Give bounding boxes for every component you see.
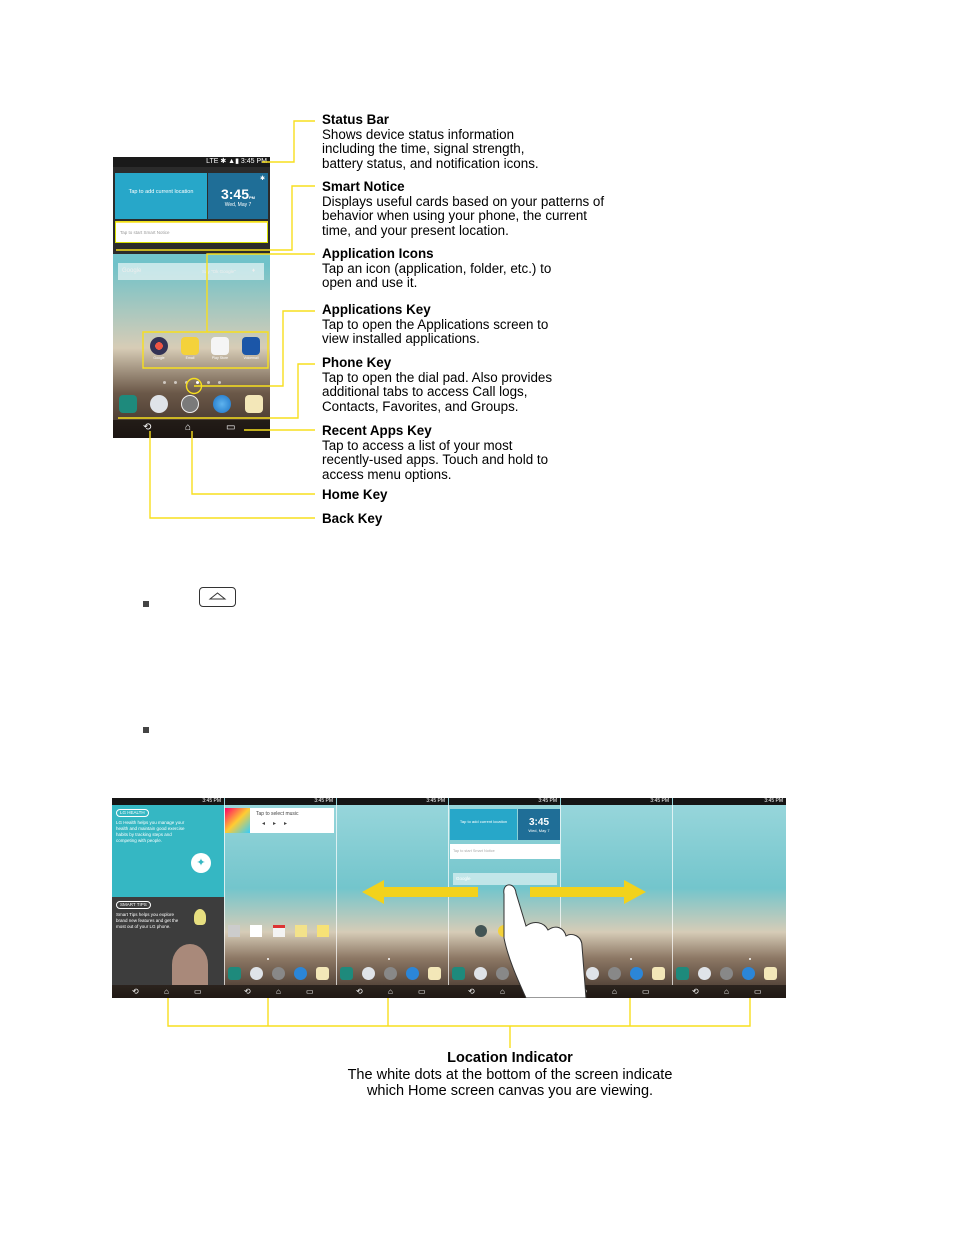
callout-phone-key bbox=[322, 356, 622, 414]
callout-application-icons bbox=[322, 247, 622, 291]
status-bar: 3:45 PM bbox=[561, 798, 672, 805]
home-screen-canvases bbox=[112, 798, 786, 998]
back-key-line bbox=[150, 431, 315, 518]
pointing-hand-icon bbox=[504, 885, 586, 998]
status-bar: 3:45 PM bbox=[112, 798, 224, 805]
home-key-icon[interactable]: ⌂ bbox=[612, 987, 617, 996]
callout-recent-apps-key bbox=[322, 424, 622, 482]
callout-body: Tap to access a list of your most recently-used apps. Touch and hold to access menu options. bbox=[322, 437, 549, 482]
app-label: Google bbox=[153, 356, 165, 360]
bullet bbox=[143, 601, 149, 607]
app-icons-box bbox=[143, 332, 268, 368]
location-indicator-caption bbox=[300, 1050, 720, 1100]
callout-body: Tap to open the Applications screen to view installed applications. bbox=[322, 316, 549, 347]
location-card[interactable]: Tap to add current location bbox=[450, 809, 517, 840]
google-search-bar[interactable]: Google bbox=[453, 873, 557, 885]
caption-line-2: which Home screen canvas you are viewing. bbox=[366, 1083, 654, 1099]
music-text: Tap to select music bbox=[256, 811, 299, 817]
callout-title: Back Key bbox=[322, 511, 383, 526]
status-icons: LTE ✱ ▲▮ bbox=[206, 158, 239, 165]
callout-body: Displays useful cards based on your patterns of behavior when using your phone, the current time, and your present location. bbox=[322, 193, 605, 238]
recent-apps-key-icon[interactable]: ▭ bbox=[306, 987, 314, 996]
back-key-icon[interactable]: ⟲ bbox=[143, 422, 152, 433]
smart-notice-field[interactable]: Tap to start Smart Notice bbox=[450, 844, 560, 859]
tips-text: Smart Tips helps you explore brand new features and get the most out of your LG phone. bbox=[116, 912, 179, 929]
status-time: 3:45 PM bbox=[240, 158, 267, 165]
status-bar-line bbox=[262, 121, 315, 162]
recent-apps-key-icon[interactable]: ▭ bbox=[642, 987, 650, 996]
applications-key-line bbox=[194, 311, 315, 386]
google-logo: Google bbox=[122, 268, 142, 274]
home-key-icon bbox=[200, 588, 235, 606]
status-bar: 3:45 PM bbox=[337, 798, 448, 805]
clock-ampm: PM bbox=[249, 195, 256, 200]
app-label: Play Store bbox=[211, 356, 229, 360]
back-key-icon[interactable]: ⟲ bbox=[132, 987, 139, 996]
application-icons-line bbox=[207, 254, 315, 332]
clock-date: Wed, May 7 bbox=[528, 828, 550, 833]
location-card[interactable]: Tap to add current location bbox=[115, 173, 207, 219]
search-hint: Say "Ok Google" bbox=[202, 269, 236, 274]
app-label: Email bbox=[185, 356, 195, 360]
recent-apps-key-icon[interactable]: ▭ bbox=[226, 422, 236, 433]
clock-date: Wed, May 7 bbox=[224, 202, 252, 208]
callout-home-key bbox=[322, 488, 622, 503]
callout-title: Status Bar bbox=[322, 112, 389, 127]
home-key-button-graphic bbox=[199, 587, 236, 607]
home-key-line bbox=[192, 431, 315, 494]
callout-back-key bbox=[322, 512, 622, 527]
callout-body: Tap an icon (application, folder, etc.) to open and use it. bbox=[322, 260, 552, 291]
recent-apps-key-icon[interactable]: ▭ bbox=[194, 987, 202, 996]
bullet bbox=[143, 727, 149, 733]
caption-line-1: The white dots at the bottom of the screen indicate bbox=[347, 1066, 673, 1083]
caption-title: Location Indicator bbox=[447, 1050, 573, 1066]
back-key-icon[interactable]: ⟲ bbox=[692, 987, 699, 996]
swipe-left-arrow bbox=[362, 880, 478, 904]
app-label: Voicemail bbox=[243, 356, 259, 360]
health-badge: LG HEALTH bbox=[116, 809, 149, 817]
home-key-icon[interactable]: ⌂ bbox=[185, 422, 192, 433]
callout-title: Phone Key bbox=[322, 355, 392, 370]
clock-time: 3:45 bbox=[220, 186, 250, 202]
recent-apps-key-icon[interactable]: ▭ bbox=[418, 987, 426, 996]
walking-icon: ✦ bbox=[191, 853, 211, 873]
callout-body: Shows device status information including the time, signal strength, battery status, and notification icons. bbox=[322, 126, 539, 171]
home-key-icon[interactable]: ⌂ bbox=[500, 987, 505, 996]
status-bar: 3:45 PM bbox=[673, 798, 786, 805]
tips-badge: SMART TIPS bbox=[116, 901, 151, 909]
callout-title: Applications Key bbox=[322, 302, 431, 317]
gear-icon[interactable]: ✱ bbox=[260, 176, 266, 182]
back-key-icon[interactable]: ⟲ bbox=[356, 987, 363, 996]
health-text: LG Health helps you manage your health and maintain good exercise habits by tracking steps and competing with people. bbox=[116, 820, 185, 843]
swipe-right-arrow bbox=[530, 880, 646, 904]
status-bar: 3:45 PM bbox=[225, 798, 336, 805]
smart-notice-line bbox=[116, 186, 315, 250]
home-key-icon[interactable]: ⌂ bbox=[724, 987, 729, 996]
music-controls-icon[interactable]: ◂▸▸ bbox=[262, 821, 296, 827]
back-key-icon[interactable]: ⟲ bbox=[468, 987, 475, 996]
callout-status-bar bbox=[322, 113, 622, 171]
home-key-icon[interactable]: ⌂ bbox=[276, 987, 281, 996]
callout-smart-notice bbox=[322, 180, 622, 238]
location-indicator-bracket bbox=[168, 998, 750, 1026]
clock-time: 3:45 bbox=[528, 817, 549, 828]
home-key-icon[interactable]: ⌂ bbox=[164, 987, 169, 996]
recent-apps-key-icon[interactable]: ▭ bbox=[754, 987, 762, 996]
callout-body: Tap to open the dial pad. Also provides additional tabs to access Call logs, Contacts, Favorites, and Groups. bbox=[322, 369, 553, 414]
phone-key-line bbox=[118, 364, 315, 418]
status-bar: 3:45 PM bbox=[449, 798, 560, 805]
callout-title: Application Icons bbox=[322, 246, 434, 261]
home-key-icon[interactable]: ⌂ bbox=[388, 987, 393, 996]
microphone-icon[interactable]: ♦ bbox=[252, 268, 256, 274]
smart-notice-field[interactable]: Tap to start Smart Notice bbox=[115, 221, 268, 243]
callout-title: Recent Apps Key bbox=[322, 423, 432, 438]
back-key-icon[interactable]: ⟲ bbox=[244, 987, 251, 996]
swipe-gesture-overlay bbox=[112, 798, 786, 998]
callout-title: Smart Notice bbox=[322, 179, 405, 194]
callout-title: Home Key bbox=[322, 487, 388, 502]
callout-applications-key bbox=[322, 303, 622, 347]
